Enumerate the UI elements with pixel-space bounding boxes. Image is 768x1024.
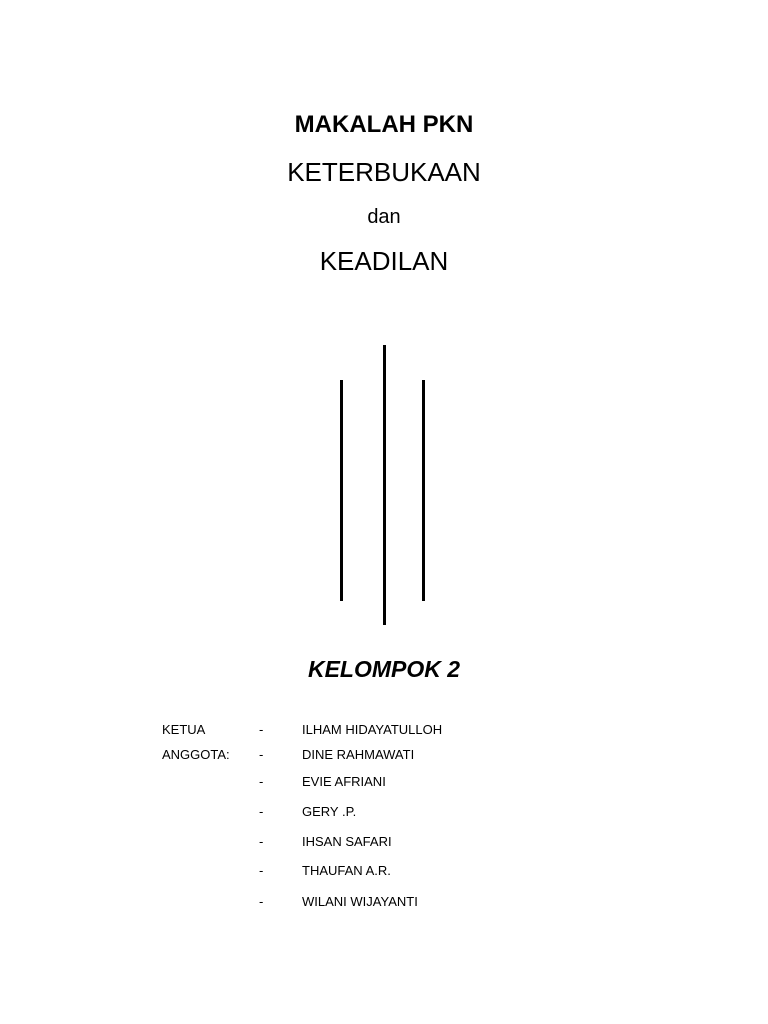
member-row-4 xyxy=(0,802,768,822)
decorative-line-right xyxy=(422,380,425,601)
member-name: WILANI WIJAYANTI xyxy=(302,894,418,909)
topic-keterbukaan: KETERBUKAAN xyxy=(287,157,481,187)
document-title: MAKALAH PKN xyxy=(294,111,474,138)
member-row-7 xyxy=(0,892,768,912)
member-row-5 xyxy=(0,832,768,852)
member-role: ANGGOTA: xyxy=(162,747,230,762)
member-dash: - xyxy=(259,722,264,737)
member-row-3 xyxy=(0,772,768,792)
member-row-2 xyxy=(0,745,768,765)
member-dash: - xyxy=(259,863,264,878)
member-name: EVIE AFRIANI xyxy=(302,774,386,789)
member-name: IHSAN SAFARI xyxy=(302,834,392,849)
member-dash: - xyxy=(259,804,264,819)
member-dash: - xyxy=(259,834,264,849)
decorative-line-center xyxy=(383,345,386,625)
member-name: ILHAM HIDAYATULLOH xyxy=(302,722,443,737)
group-name: KELOMPOK 2 xyxy=(307,656,461,682)
member-role: KETUA xyxy=(162,722,206,737)
member-row-1 xyxy=(0,720,768,740)
member-row-6 xyxy=(0,861,768,881)
member-name: DINE RAHMAWATI xyxy=(302,747,415,762)
topic-keadilan: KEADILAN xyxy=(319,246,449,276)
member-dash: - xyxy=(259,774,264,789)
member-dash: - xyxy=(259,894,264,909)
member-name: GERY .P. xyxy=(302,804,357,819)
member-name: THAUFAN A.R. xyxy=(302,863,391,878)
topic-conjunction: dan xyxy=(367,206,401,228)
member-dash: - xyxy=(259,747,264,762)
decorative-line-left xyxy=(340,380,343,601)
